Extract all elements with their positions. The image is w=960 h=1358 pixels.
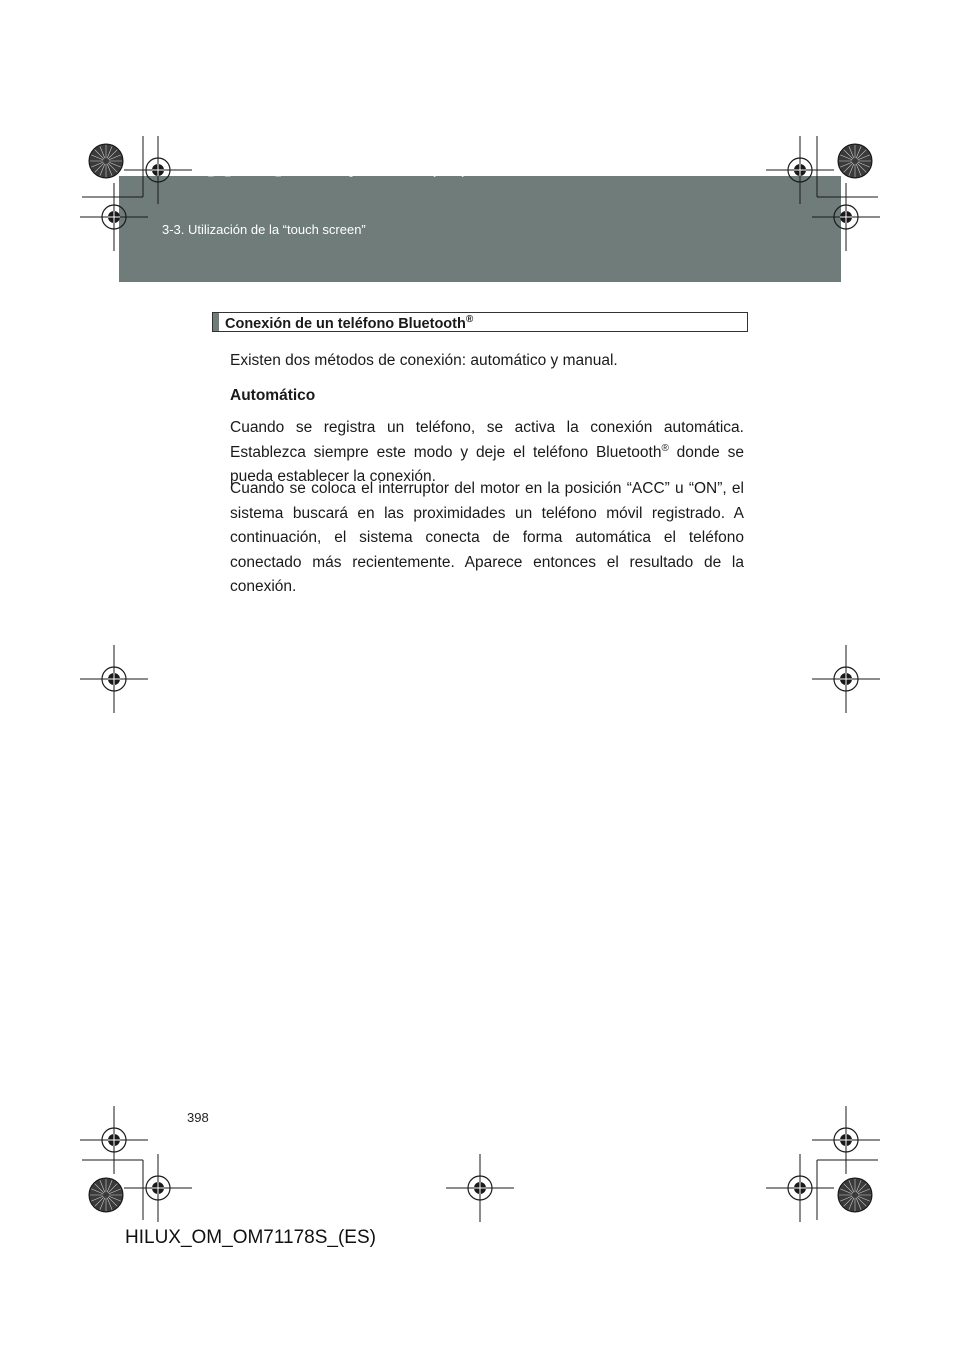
- paragraph-automatic-2: Cuando se coloca el interruptor del motor en la posición “ACC” u “ON”, el sistema buscará en las proximidades un teléfono móvil registrado. A continuación, el sistema conecta de forma automática el teléfono conectado más recientemente. Aparece entonces el resultado de la conexión.: [230, 480, 744, 595]
- footer-document-code: HILUX_OM_OM71178S_(ES): [125, 1227, 376, 1248]
- paragraph-1-text-b: donde se pueda establecer la conexión.: [230, 443, 744, 485]
- file-stamp: HILUX_OM_OM71178S_(ES).book Page 398 Wednesday, May 16, 2012 3:09 PM: [180, 168, 563, 178]
- subheading-automatico: Automático: [230, 387, 316, 404]
- section-breadcrumb: 3-3. Utilización de la “touch screen”: [162, 222, 366, 237]
- registered-mark: ®: [661, 442, 669, 454]
- paragraph-1-text-a: Cuando se registra un teléfono, se activa la conexión automática. Establezca siempre este modo y deje el teléfono Bluetooth: [230, 419, 744, 461]
- page-number: 398: [187, 1110, 209, 1125]
- intro-paragraph: Existen dos métodos de conexión: automático y manual.: [230, 352, 618, 369]
- registered-mark: ®: [465, 314, 474, 325]
- section-heading-text: Conexión de un teléfono Bluetooth: [225, 315, 466, 332]
